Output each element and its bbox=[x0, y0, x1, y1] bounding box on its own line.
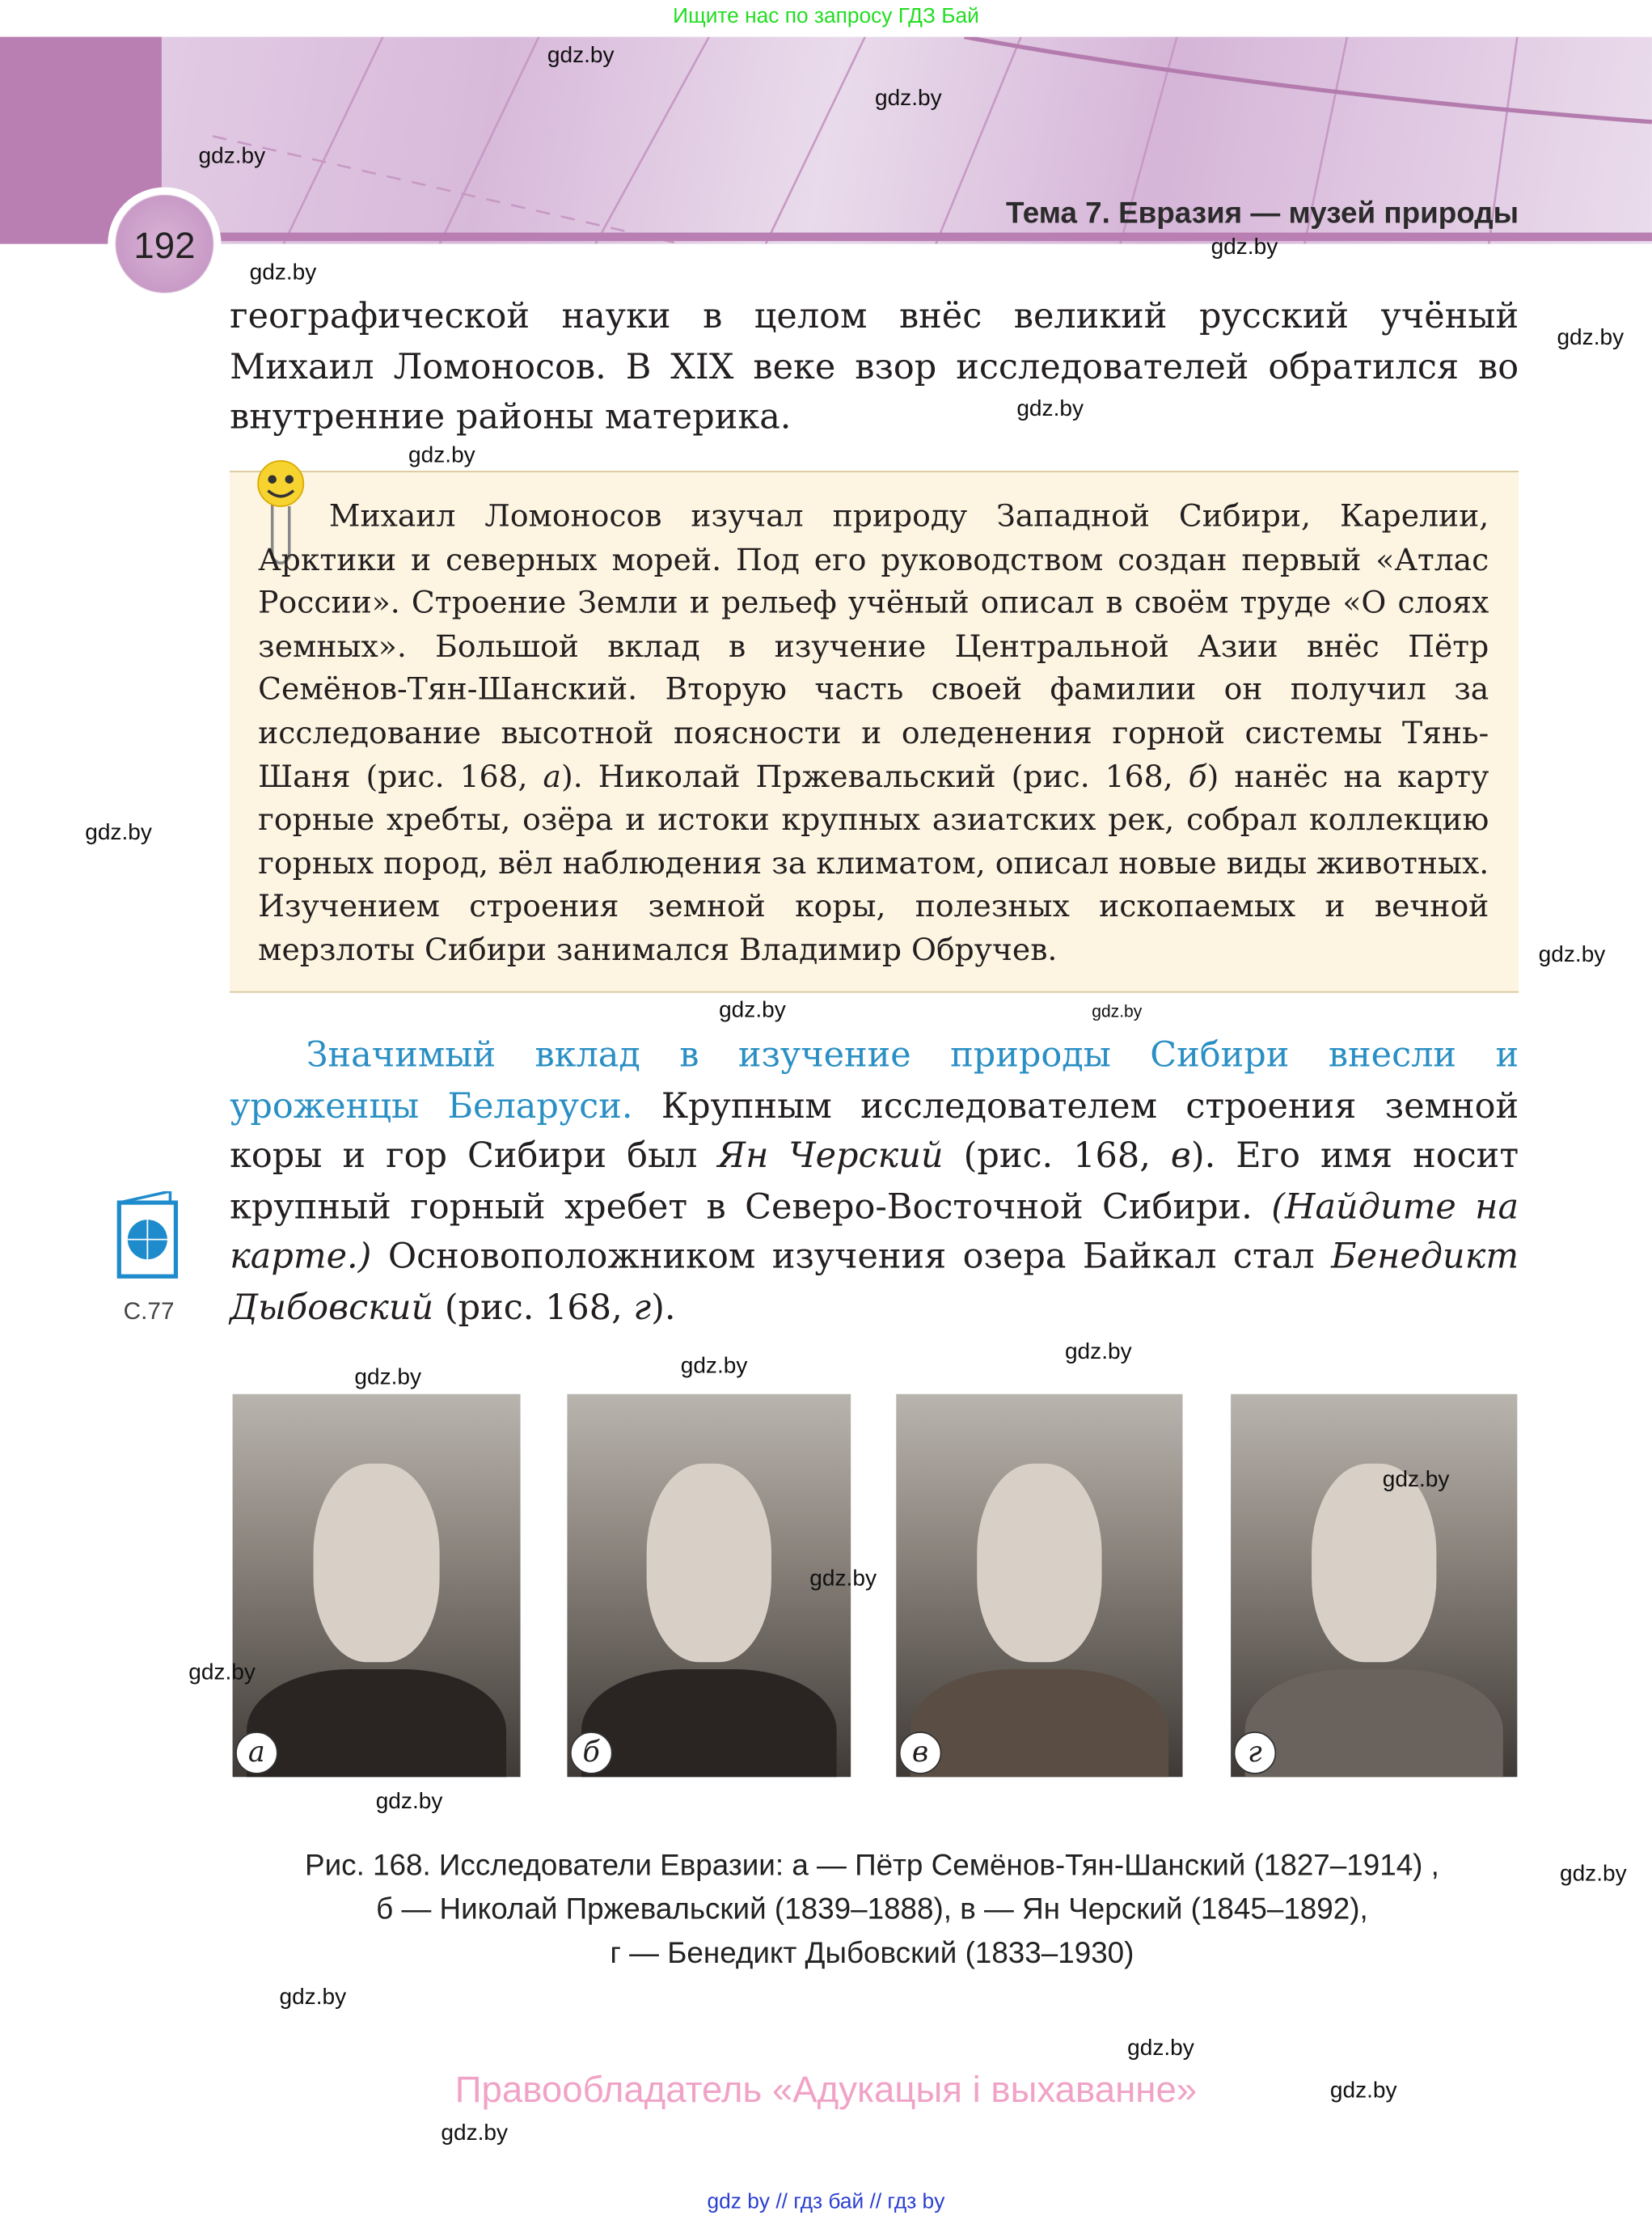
photo-dybowski: г bbox=[1231, 1394, 1517, 1777]
watermark: gdz.by bbox=[441, 2121, 509, 2146]
watermark: gdz.by bbox=[249, 260, 317, 285]
watermark: gdz.by bbox=[1329, 2078, 1397, 2103]
watermark: gdz.by bbox=[1557, 326, 1625, 351]
watermark: gdz.by bbox=[1538, 943, 1606, 967]
watermark: gdz.by bbox=[809, 1567, 877, 1592]
note-text: Михаил Ломоносов изучал природу Западной Сибири, Карелии, Арктики и северных морей. Под его руководством создан первый «Атлас России». Строение Земли и рельеф учёный описал в своём труде «О слоях земных». Большой вклад в изучение Центральной Азии внёс Пётр Семёнов-Тян-Шанский. Вторую часть своей фамилии он получил за исследование высотной поясности и оледенения горной системы Тянь-Шаня (рис. 168, а). Николай Пржевальский (рис. 168, б) нанёс на карту горные хребты, озёра и истоки крупных азиатских рек, собрал коллекцию горных пород, вёл наблюдения за климатом, описал новые виды животных. Изучением строения земной коры, полезных ископаемых и вечной мерзлоты Сибири занимался Владимир Обручев. bbox=[258, 499, 1489, 969]
section-highlight: Значимый вклад в изучение природы Сибири внесли и уроженцы Беларуси. bbox=[230, 1034, 1519, 1126]
watermark: gdz.by bbox=[1559, 1862, 1627, 1887]
photo-chersky: в bbox=[896, 1394, 1182, 1777]
watermark: gdz.by bbox=[719, 998, 786, 1023]
watermark: gdz.by bbox=[198, 144, 266, 169]
watermark: gdz.by bbox=[375, 1790, 443, 1814]
watermark: gdz.by bbox=[1092, 1001, 1143, 1021]
search-hint: Ищите нас по запросу ГДЗ Бай bbox=[673, 4, 979, 29]
watermark: gdz.by bbox=[680, 1354, 748, 1379]
photo-semenov: а bbox=[233, 1394, 521, 1777]
watermark: gdz.by bbox=[874, 86, 942, 111]
atlas-page-ref: С.77 bbox=[123, 1297, 175, 1325]
intro-paragraph: географической науки в целом внёс великий русский учёный Михаил Ломоносов. В XIX веке взор исследователей обратился во внутренние районы материка. bbox=[230, 294, 1519, 438]
watermark: gdz.by bbox=[279, 1985, 347, 2010]
atlas-icon bbox=[116, 1191, 182, 1279]
photo-przhevalsky: б bbox=[567, 1394, 851, 1777]
bottom-links[interactable]: gdz by // гдз бай // гдз by bbox=[707, 2189, 945, 2214]
watermark: gdz.by bbox=[188, 1660, 256, 1685]
watermark: gdz.by bbox=[85, 821, 152, 846]
chapter-title: Тема 7. Евразия — музей природы bbox=[1006, 197, 1519, 230]
watermark: gdz.by bbox=[547, 44, 615, 69]
header-divider bbox=[162, 233, 1652, 242]
watermark: gdz.by bbox=[1382, 1467, 1450, 1492]
main-paragraph: Значимый вклад в изучение природы Сибири внесли и уроженцы Беларуси. Крупным исследователем строения земной коры и гор Сибири был Ян Черский (рис. 168, в). Его имя носит крупный горный хребет в Северо-Восточной Сибири. (Найдите на карте.) Основоположником изучения озера Байкал стал Бенедикт Дыбовский (рис. 168, г). bbox=[230, 1034, 1519, 1327]
page-number: 192 bbox=[133, 224, 196, 267]
watermark: gdz.by bbox=[1016, 397, 1084, 421]
watermark: gdz.by bbox=[1127, 2036, 1194, 2061]
watermark: gdz.by bbox=[408, 443, 475, 468]
watermark: gdz.by bbox=[1210, 235, 1278, 260]
watermark: gdz.by bbox=[1064, 1340, 1132, 1364]
copyright-notice: Правообладатель «Адукацыя і выхаванне» bbox=[454, 2067, 1198, 2111]
watermark: gdz.by bbox=[354, 1365, 422, 1390]
map-task: (Найдите на карте.) bbox=[230, 1185, 1519, 1277]
figure-caption: Рис. 168. Исследователи Евразии: а — Пётр Семёнов-Тян-Шанский (1827–1914) , б — Николай Пржевальский (1839–1888), в — Ян Черский (1845–1892), г — Бенедикт Дыбовский (1833–1930) bbox=[305, 1849, 1439, 1970]
